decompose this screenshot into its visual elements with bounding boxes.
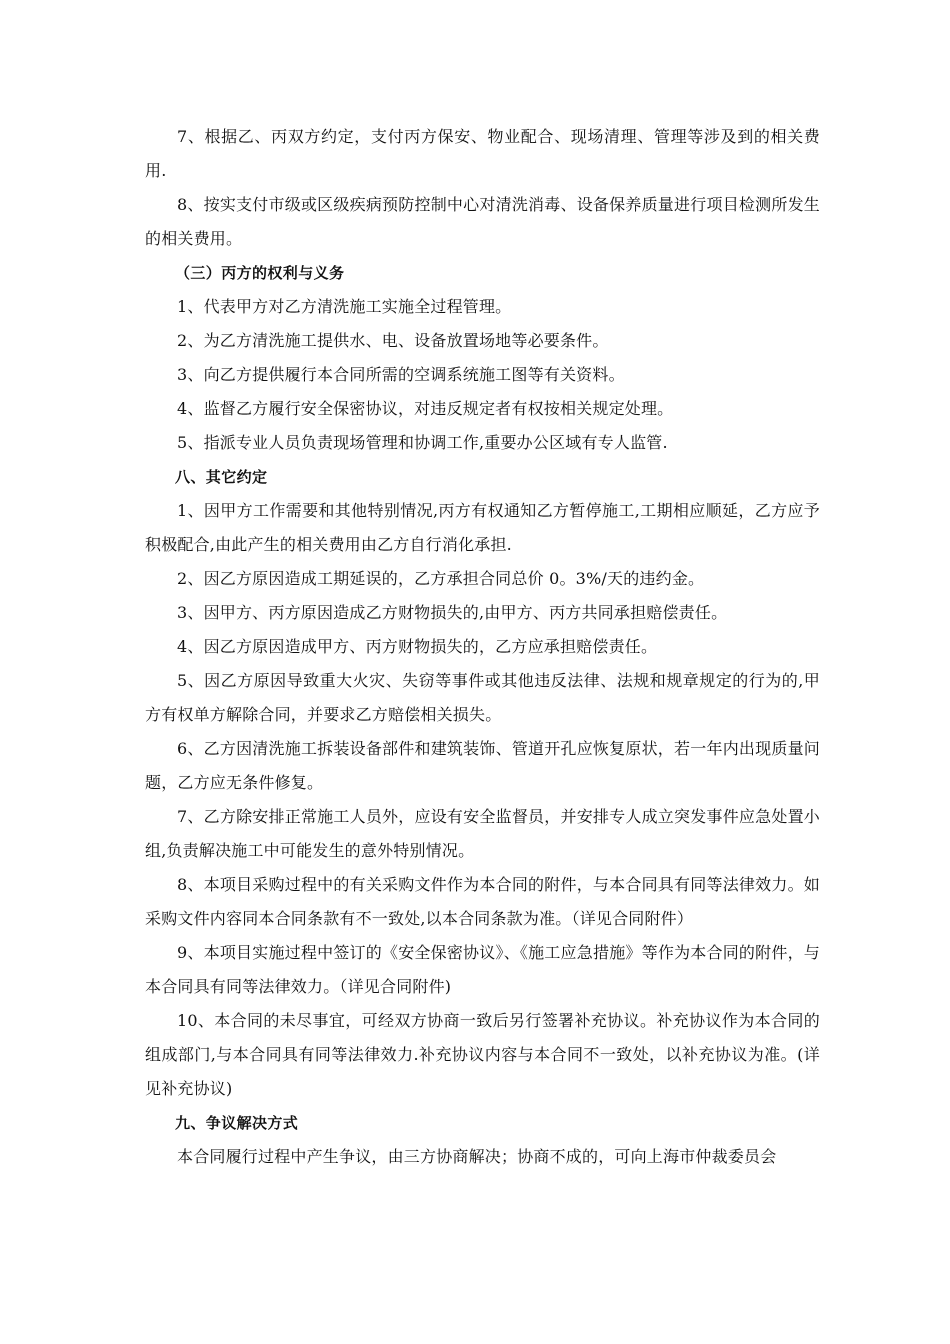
clause-paragraph: 3、向乙方提供履行本合同所需的空调系统施工图等有关资料。	[177, 365, 625, 384]
clause-paragraph: 2、因乙方原因造成工期延误的，乙方承担合同总价 0。3%/天的违约金。	[177, 569, 705, 588]
clause-paragraph: 10、本合同的未尽事宜，可经双方协商一致后另行签署补充协议。补充协议作为本合同的组成部门,与本合同具有同等法律效力.补充协议内容与本合同不一致处，以补充协议为准。(详见补充协议)	[145, 1011, 820, 1098]
clause-paragraph: 7、根据乙、丙双方约定，支付丙方保安、物业配合、现场清理、管理等涉及到的相关费用.	[145, 127, 820, 180]
clause-paragraph: 本合同履行过程中产生争议，由三方协商解决；协商不成的，可向上海市仲裁委员会	[177, 1147, 777, 1166]
clause-paragraph: 7、乙方除安排正常施工人员外，应设有安全监督员，并安排专人成立突发事件应急处置小组,负责解决施工中可能发生的意外特别情况。	[145, 807, 820, 860]
section-heading: （三）丙方的权利与义务	[175, 264, 345, 282]
clause-paragraph: 5、指派专业人员负责现场管理和协调工作,重要办公区域有专人监管.	[177, 433, 668, 452]
clause-paragraph: 1、代表甲方对乙方清洗施工实施全过程管理。	[177, 297, 512, 316]
clause-paragraph: 2、为乙方清洗施工提供水、电、设备放置场地等必要条件。	[177, 331, 609, 350]
clause-paragraph: 9、本项目实施过程中签订的《安全保密协议》、《施工应急措施》等作为本合同的附件，与本合同具有同等法律效力。（详见合同附件)	[145, 943, 820, 996]
clause-paragraph: 8、本项目采购过程中的有关采购文件作为本合同的附件，与本合同具有同等法律效力。如采购文件内容同本合同条款有不一致处,以本合同条款为准。（详见合同附件）	[145, 875, 820, 928]
clause-paragraph: 4、监督乙方履行安全保密协议，对违反规定者有权按相关规定处理。	[177, 399, 674, 418]
section-heading: 八、其它约定	[175, 468, 268, 486]
clause-paragraph: 5、因乙方原因导致重大火灾、失窃等事件或其他违反法律、法规和规章规定的行为的,甲方有权单方解除合同，并要求乙方赔偿相关损失。	[145, 671, 820, 724]
clause-paragraph: 6、乙方因清洗施工拆装设备部件和建筑装饰、管道开孔应恢复原状，若一年内出现质量问题，乙方应无条件修复。	[145, 739, 820, 792]
document-body	[145, 120, 820, 1174]
clause-paragraph: 1、因甲方工作需要和其他特别情况,丙方有权通知乙方暂停施工,工期相应顺延，乙方应予积极配合,由此产生的相关费用由乙方自行消化承担.	[145, 501, 820, 554]
clause-paragraph: 4、因乙方原因造成甲方、丙方财物损失的，乙方应承担赔偿责任。	[177, 637, 658, 656]
clause-paragraph: 8、按实支付市级或区级疾病预防控制中心对清洗消毒、设备保养质量进行项目检测所发生的相关费用。	[145, 195, 820, 248]
section-heading: 九、争议解决方式	[175, 1114, 299, 1132]
clause-paragraph: 3、因甲方、丙方原因造成乙方财物损失的,由甲方、丙方共同承担赔偿责任。	[177, 603, 728, 622]
